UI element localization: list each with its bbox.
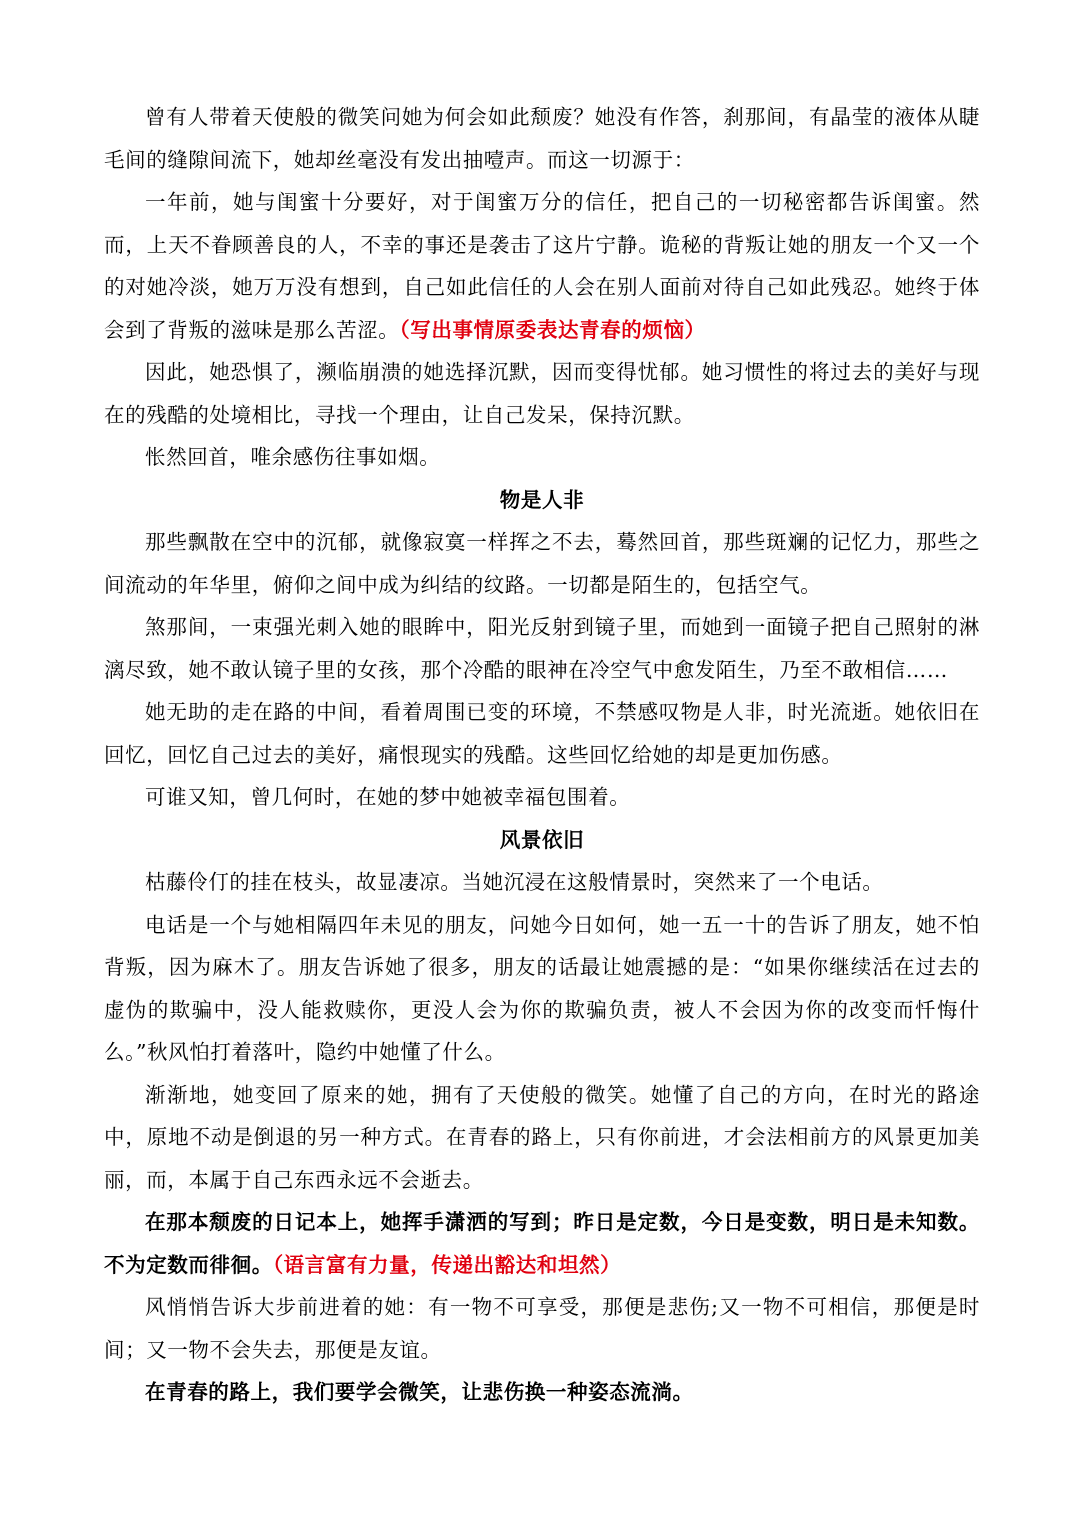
paragraph: 她无助的走在路的中间，看着周围已变的环境，不禁感叹物是人非，时光流逝。她依旧在回忆，回忆自己过去的美好，痛恨现实的残酷。这些回忆给她的却是更加伤感。 <box>104 700 980 767</box>
paragraph: 因此，她恐惧了，濒临崩溃的她选择沉默，因而变得忧郁。她习惯性的将过去的美好与现在的残酷的处境相比，寻找一个理由，让自己发呆，保持沉默。 <box>104 360 980 427</box>
paragraph <box>104 181 980 351</box>
closing-paragraph: 在青春的路上，我们要学会微笑，让悲伤换一种姿态流淌。 <box>145 1380 694 1404</box>
annotation-note: （写出事情原委表达青春的烦恼） <box>399 317 706 342</box>
document-page <box>104 96 980 1414</box>
paragraph-text: 一年前，她与闺蜜十分要好，对于闺蜜万分的信任，把自己的一切秘密都告诉闺蜜。然而，上天不眷顾善良的人，不幸的事还是袭击了这片宁静。诡秘的背叛让她的朋友一个又一个的对她冷淡，她万万没有想到，自己如此信任的人会在别人面前对待自己如此残忍。她终于体会到了背叛的滋味是那么苦涩。 <box>104 190 980 342</box>
paragraph: 电话是一个与她相隔四年未见的朋友，问她今日如何，她一五一十的告诉了朋友，她不怕背叛，因为麻木了。朋友告诉她了很多，朋友的话最让她震撼的是：“如果你继续活在过去的虚伪的欺骗中，没人能救赎你，更没人会为你的欺骗负责，被人不会因为你的改变而忏悔什么。”秋风怕打着落叶，隐约中她懂了什么。 <box>104 912 980 1064</box>
paragraph: 枯藤伶仃的挂在枝头，故显凄凉。当她沉浸在这般情景时，突然来了一个电话。 <box>145 870 884 894</box>
bold-text: 在那本颓废的日记本上，她挥手潇洒的写到；昨日是定数，今日是变数，明日是未知数。不为定数而徘徊。 <box>104 1210 980 1277</box>
paragraph: 可谁又知，曾几何时，在她的梦中她被幸福包围着。 <box>145 785 631 809</box>
section-heading: 物是人非 <box>499 487 585 512</box>
paragraph <box>104 1201 980 1286</box>
paragraph: 怅然回首，唯余感伤往事如烟。 <box>145 445 441 469</box>
paragraph: 曾有人带着天使般的微笑问她为何会如此颓废？她没有作答，刹那间，有晶莹的液体从睫毛间的缝隙间流下，她却丝毫没有发出抽噎声。而这一切源于： <box>104 105 980 172</box>
paragraph: 煞那间，一束强光刺入她的眼眸中，阳光反射到镜子里，而她到一面镜子把自己照射的淋漓尽致，她不敢认镜子里的女孩，那个冷酷的眼神在冷空气中愈发陌生，乃至不敢相信…… <box>104 615 980 682</box>
annotation-note: （语言富有力量，传递出豁达和坦然） <box>272 1252 622 1277</box>
paragraph: 那些飘散在空中的沉郁，就像寂寞一样挥之不去，蓦然回首，那些斑斓的记忆力，那些之间流动的年华里，俯仰之间中成为纠结的纹路。一切都是陌生的，包括空气。 <box>104 530 980 597</box>
paragraph: 风悄悄告诉大步前进着的她：有一物不可享受，那便是悲伤;又一物不可相信，那便是时间；又一物不会失去，那便是友谊。 <box>104 1295 980 1362</box>
section-heading: 风景依旧 <box>499 827 585 852</box>
paragraph: 渐渐地，她变回了原来的她，拥有了天使般的微笑。她懂了自己的方向，在时光的路途中，原地不动是倒退的另一种方式。在青春的路上，只有你前进，才会法相前方的风景更加美丽，而，本属于自己东西永远不会逝去。 <box>104 1082 980 1192</box>
